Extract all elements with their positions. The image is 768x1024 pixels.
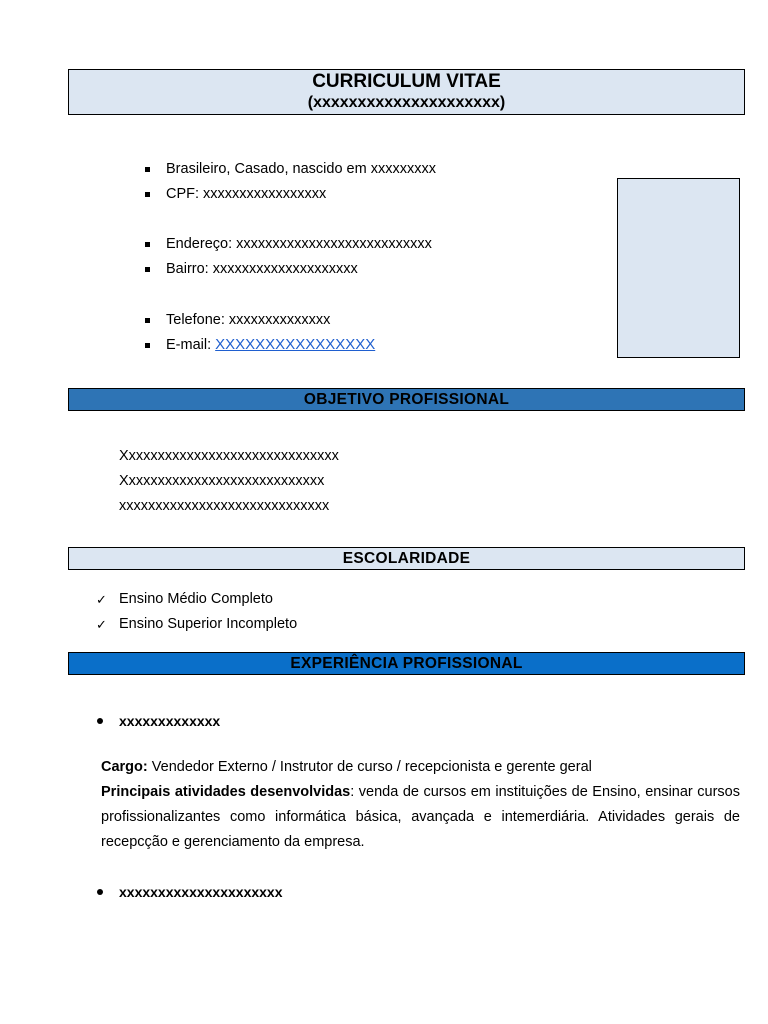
phone-text: Telefone: xxxxxxxxxxxxxx (166, 312, 331, 328)
company-name: xxxxxxxxxxxxx (119, 713, 221, 729)
square-bullet-icon (145, 242, 150, 247)
photo-placeholder (617, 178, 740, 358)
objective-text (119, 444, 339, 519)
square-bullet-icon (145, 167, 150, 172)
cpf-text: CPF: xxxxxxxxxxxxxxxxx (166, 186, 327, 202)
cargo-line (101, 755, 740, 780)
activities-paragraph (101, 780, 740, 855)
cargo-value: Vendedor Externo / Instrutor de curso / recepcionista e gerente geral (147, 759, 592, 775)
education-item-label: Ensino Médio Completo (119, 591, 273, 607)
district-text: Bairro: xxxxxxxxxxxxxxxxxxxx (166, 261, 358, 277)
checkmark-icon: ✓ (96, 617, 107, 632)
objective-line: xxxxxxxxxxxxxxxxxxxxxxxxxxxxx (119, 498, 330, 514)
job-description (101, 755, 740, 855)
page-subtitle: (xxxxxxxxxxxxxxxxxxxxx) (307, 94, 506, 111)
square-bullet-icon (145, 343, 150, 348)
page-title: CURRICULUM VITAE (312, 71, 501, 92)
section-objective-header: OBJETIVO PROFISSIONAL (68, 388, 745, 411)
round-bullet-icon (97, 889, 103, 895)
email-row (166, 334, 375, 356)
cargo-label: Cargo: (101, 759, 148, 775)
activities-value: : venda de cursos em instituições de Ensino, ensinar cursos profissionalizantes como informática básica, avançada e intemerdiária. Atividades gerais de recepcção e gerenciamento da empresa. (101, 784, 740, 850)
company-name: xxxxxxxxxxxxxxxxxxxxx (119, 884, 283, 900)
round-bullet-icon (97, 718, 103, 724)
nationality-text: Brasileiro, Casado, nascido em xxxxxxxxx (166, 161, 436, 177)
address-text: Endereço: xxxxxxxxxxxxxxxxxxxxxxxxxxx (166, 236, 432, 252)
activities-label: Principais atividades desenvolvidas (101, 784, 351, 800)
email-label: E-mail: (166, 337, 216, 353)
checkmark-icon: ✓ (96, 592, 107, 607)
section-experience-header: EXPERIÊNCIA PROFISSIONAL (68, 652, 745, 675)
square-bullet-icon (145, 267, 150, 272)
education-item-label: Ensino Superior Incompleto (119, 616, 298, 632)
objective-line: Xxxxxxxxxxxxxxxxxxxxxxxxxxxx (119, 473, 325, 489)
title-box (68, 69, 745, 115)
square-bullet-icon (145, 318, 150, 323)
objective-line: Xxxxxxxxxxxxxxxxxxxxxxxxxxxxxx (119, 448, 339, 464)
email-link[interactable]: XXXXXXXXXXXXXXXX (215, 336, 376, 353)
square-bullet-icon (145, 192, 150, 197)
section-education-header: ESCOLARIDADE (68, 547, 745, 570)
